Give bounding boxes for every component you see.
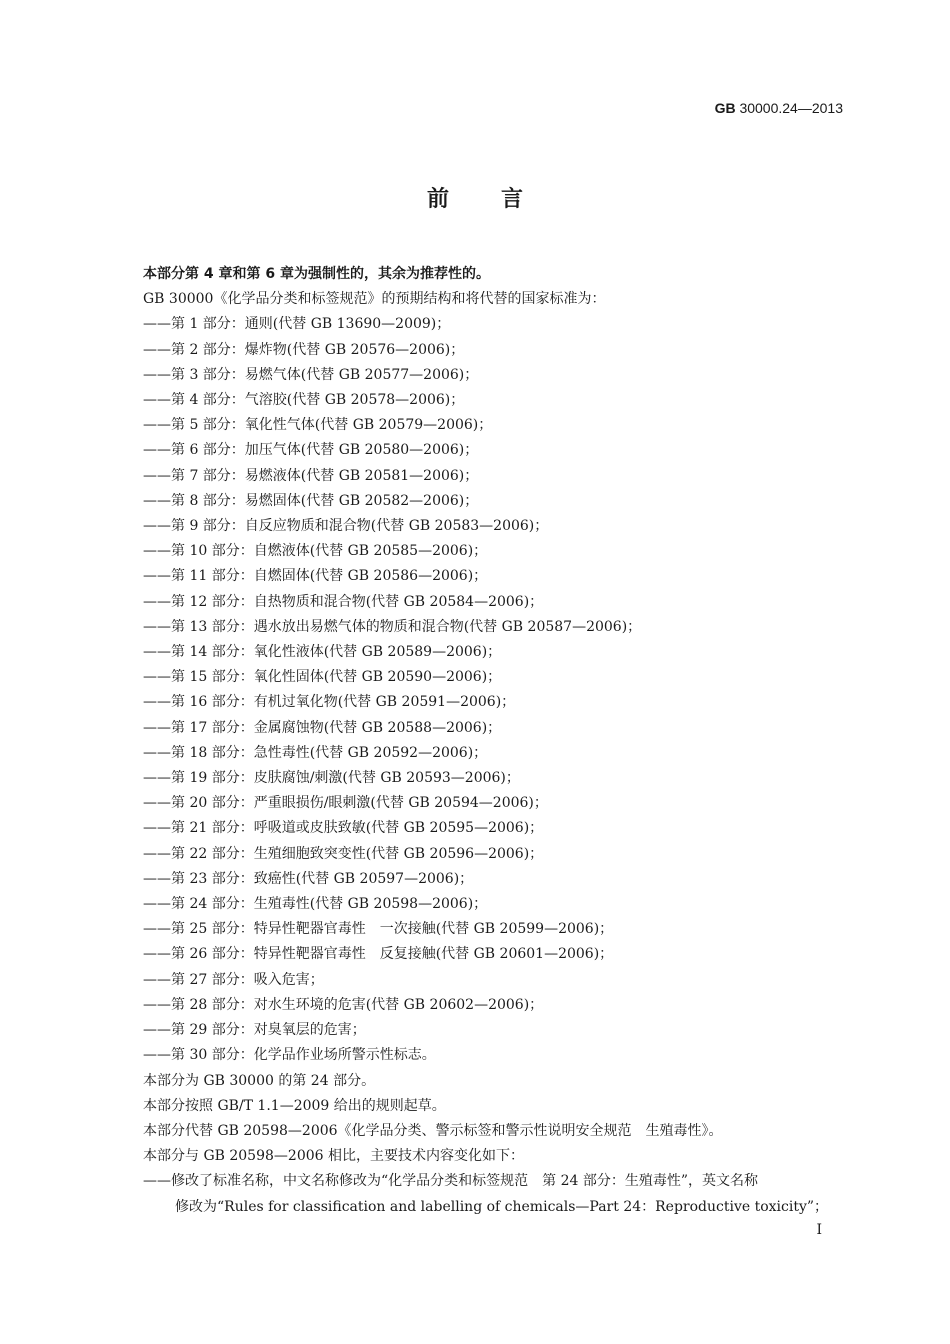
part-list-item: ——第 14 部分：氧化性液体(代替 GB 20589—2006)； [143, 644, 502, 661]
part-list-item: ——第 22 部分：生殖细胞致突变性(代替 GB 20596—2006)； [143, 845, 544, 862]
part-list-item: ——第 3 部分：易燃气体(代替 GB 20577—2006)； [143, 366, 479, 383]
paragraph-drafting: 本部分按照 GB/T 1.1—2009 给出的规则起草。 [143, 1097, 446, 1114]
part-list-item: ——第 11 部分：自燃固体(代替 GB 20586—2006)； [143, 568, 488, 585]
part-list-item: ——第 30 部分：化学品作业场所警示性标志。 [143, 1047, 436, 1064]
part-list-item: ——第 19 部分：皮肤腐蚀/刺激(代替 GB 20593—2006)； [143, 770, 520, 787]
paragraph-part-of: 本部分为 GB 30000 的第 24 部分。 [143, 1072, 376, 1089]
change-item-line1: ——修改了标准名称，中文名称修改为“化学品分类和标签规范 第 24 部分：生殖毒性”，英文名称 [143, 1173, 759, 1190]
part-list-item: ——第 16 部分：有机过氧化物(代替 GB 20591—2006)； [143, 694, 516, 711]
part-list-item: ——第 25 部分：特异性靶器官毒性 一次接触(代替 GB 20599—2006)； [143, 921, 614, 938]
part-list-item: ——第 23 部分：致癌性(代替 GB 20597—2006)； [143, 870, 474, 887]
part-list-item: ——第 28 部分：对水生环境的危害(代替 GB 20602—2006)； [143, 996, 544, 1013]
part-list-item: ——第 12 部分：自热物质和混合物(代替 GB 20584—2006)； [143, 593, 544, 610]
part-list-item: ——第 5 部分：氧化性气体(代替 GB 20579—2006)； [143, 417, 493, 434]
part-list-item: ——第 8 部分：易燃固体(代替 GB 20582—2006)； [143, 492, 479, 509]
part-list-item: ——第 20 部分：严重眼损伤/眼刺激(代替 GB 20594—2006)； [143, 795, 548, 812]
part-list-item: ——第 6 部分：加压气体(代替 GB 20580—2006)； [143, 442, 479, 459]
part-list-item: ——第 15 部分：氧化性固体(代替 GB 20590—2006)； [143, 669, 502, 686]
document-body [143, 262, 848, 1220]
part-list-item: ——第 24 部分：生殖毒性(代替 GB 20598—2006)； [143, 896, 488, 913]
part-list-item: ——第 18 部分：急性毒性(代替 GB 20592—2006)； [143, 744, 488, 761]
page-title: 前言 [426, 187, 575, 212]
paragraph-mandatory: 本部分第 4 章和第 6 章为强制性的，其余为推荐性的。 [143, 266, 490, 282]
parts-list [143, 312, 848, 1068]
part-list-item: ——第 17 部分：金属腐蚀物(代替 GB 20588—2006)； [143, 719, 502, 736]
change-item-line2: 修改为“Rules for classification and labelling of chemicals—Part 24：Reproductive toxicity”； [175, 1198, 829, 1215]
part-list-item: ——第 7 部分：易燃液体(代替 GB 20581—2006)； [143, 467, 479, 484]
standard-number-header [715, 100, 843, 116]
part-list-item: ——第 29 部分：对臭氧层的危害； [143, 1022, 366, 1039]
part-list-item: ——第 4 部分：气溶胶(代替 GB 20578—2006)； [143, 392, 465, 409]
part-list-item: ——第 21 部分：呼吸道或皮肤致敏(代替 GB 20595—2006)； [143, 820, 544, 837]
part-list-item: ——第 2 部分：爆炸物(代替 GB 20576—2006)； [143, 341, 465, 358]
part-list-item: ——第 10 部分：自燃液体(代替 GB 20585—2006)； [143, 543, 488, 560]
part-list-item: ——第 1 部分：通则(代替 GB 13690—2009)； [143, 316, 451, 333]
part-list-item: ——第 26 部分：特异性靶器官毒性 反复接触(代替 GB 20601—2006)； [143, 946, 614, 963]
paragraph-structure: GB 30000《化学品分类和标签规范》的预期结构和将代替的国家标准为： [143, 291, 606, 308]
std-prefix: GB [714, 100, 736, 116]
part-list-item: ——第 9 部分：自反应物质和混合物(代替 GB 20583—2006)； [143, 518, 549, 535]
paragraph-replaces: 本部分代替 GB 20598—2006《化学品分类、警示标签和警示性说明安全规范 生殖毒性》。 [143, 1122, 723, 1139]
page-number: I [816, 1222, 822, 1238]
part-list-item: ——第 13 部分：遇水放出易燃气体的物质和混合物(代替 GB 20587—2006)； [143, 618, 642, 635]
paragraph-changes: 本部分与 GB 20598—2006 相比，主要技术内容变化如下： [143, 1148, 524, 1165]
std-number: 30000.24—2013 [739, 100, 843, 116]
part-list-item: ——第 27 部分：吸入危害； [143, 971, 324, 988]
